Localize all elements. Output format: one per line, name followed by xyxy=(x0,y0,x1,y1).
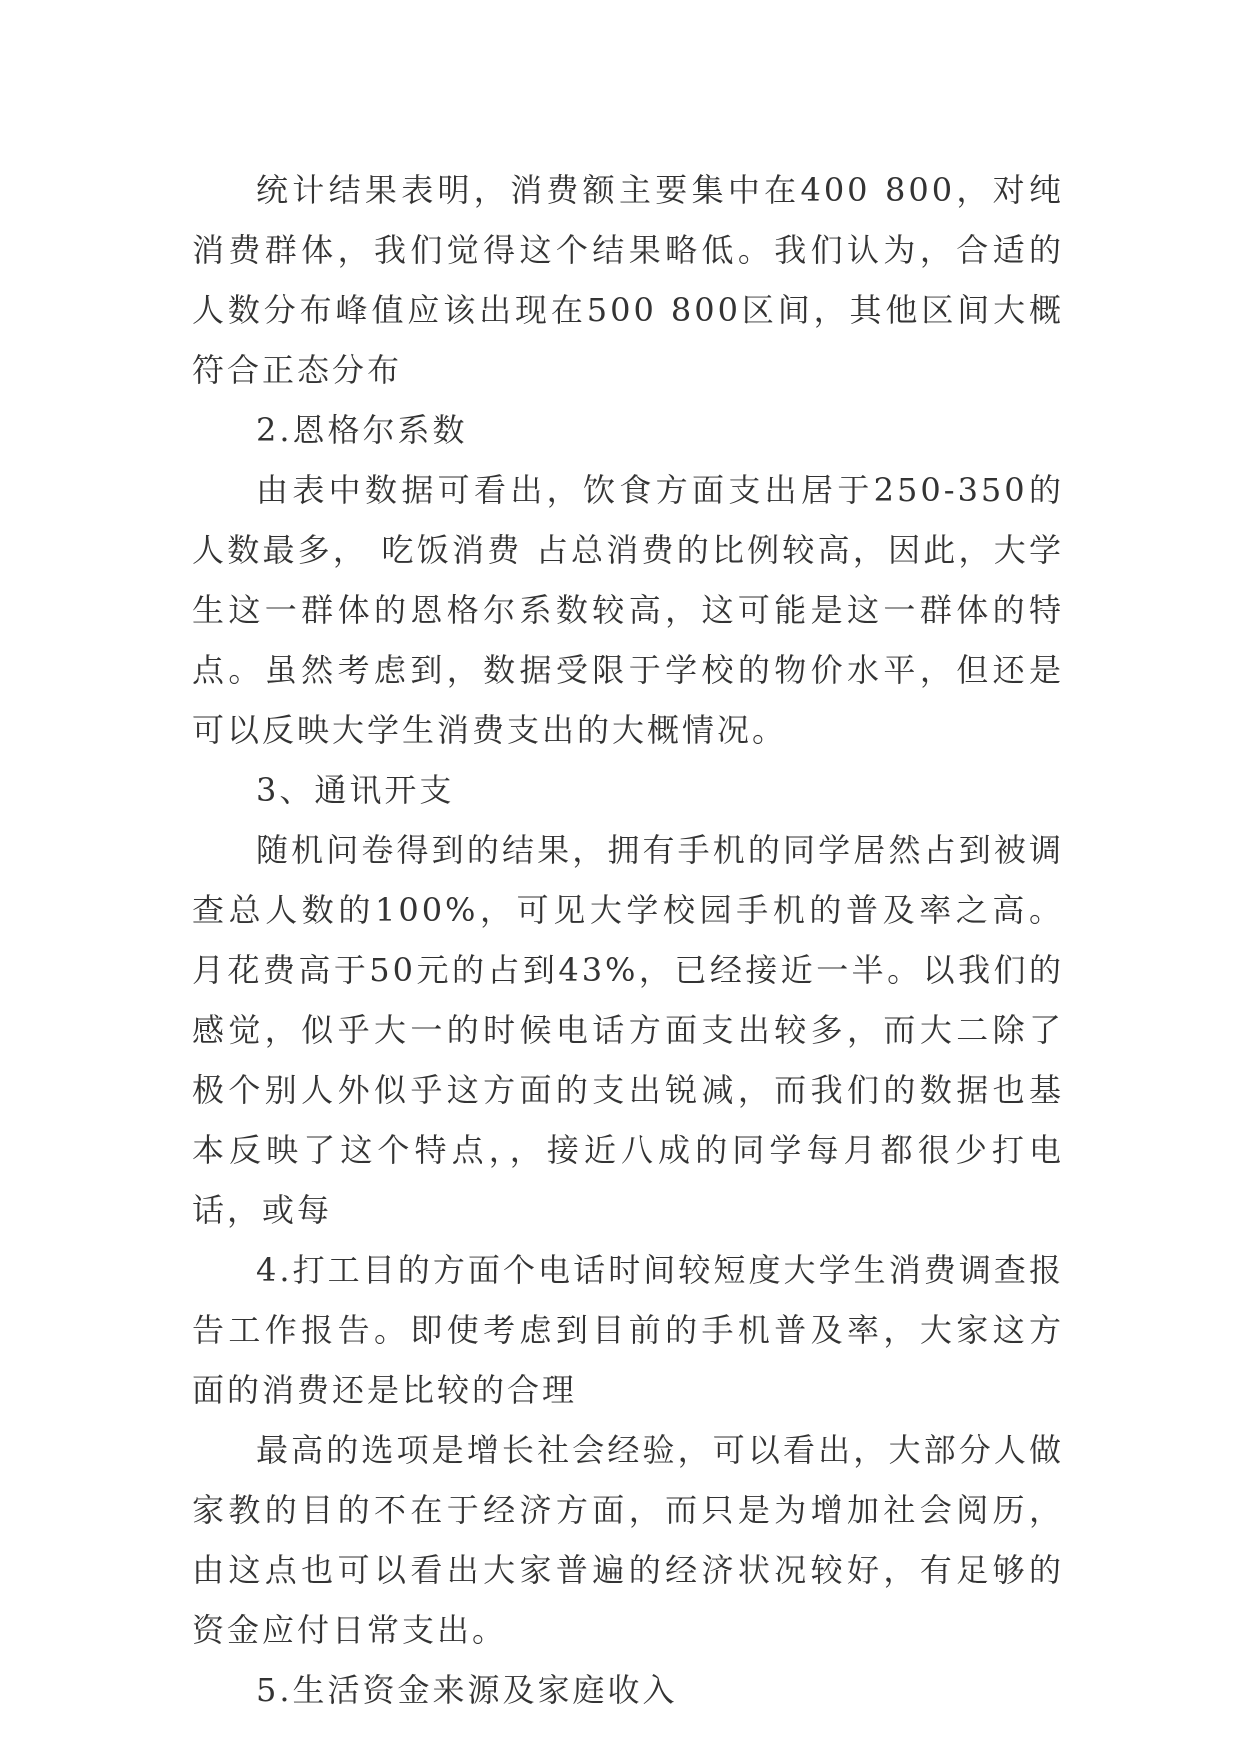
paragraph-communication-analysis: 随机问卷得到的结果，拥有手机的同学居然占到被调查总人数的100%，可见大学校园手机的普及率之高。月花费高于50元的占到43%，已经接近一半。以我们的感觉，似乎大一的时候电话方面支出较多，而大二除了极个别人外似乎这方面的支出锐减，而我们的数据也基本反映了这个特点，，接近八成的同学每月都很少打电话，或每 xyxy=(192,831,1064,1229)
document-body xyxy=(192,160,1064,1720)
heading-communication-expense: 3、通讯开支 xyxy=(256,771,455,809)
heading-living-funds: 5.生活资金来源及家庭收入 xyxy=(256,1671,678,1709)
paragraph-part-time-purpose: 4.打工目的方面个电话时间较短度大学生消费调查报告工作报告。即使考虑到目前的手机普及率，大家这方面的消费还是比较的合理 xyxy=(192,1251,1064,1409)
paragraph-engel-analysis: 由表中数据可看出，饮食方面支出居于250-350的人数最多， 吃饭消费 占总消费的比例较高，因此，大学生这一群体的恩格尔系数较高，这可能是这一群体的特点。虽然考虑到，数据受限于学校的物价水平，但还是可以反映大学生消费支出的大概情况。 xyxy=(192,471,1064,749)
paragraph-consumption-result: 统计结果表明，消费额主要集中在400 800，对纯消费群体，我们觉得这个结果略低。我们认为，合适的人数分布峰值应该出现在500 800区间，其他区间大概符合正态分布 xyxy=(192,171,1064,389)
heading-engel-coefficient: 2.恩格尔系数 xyxy=(256,411,468,449)
paragraph-social-experience: 最高的选项是增长社会经验，可以看出，大部分人做家教的目的不在于经济方面，而只是为增加社会阅历，由这点也可以看出大家普遍的经济状况较好，有足够的资金应付日常支出。 xyxy=(192,1431,1064,1649)
